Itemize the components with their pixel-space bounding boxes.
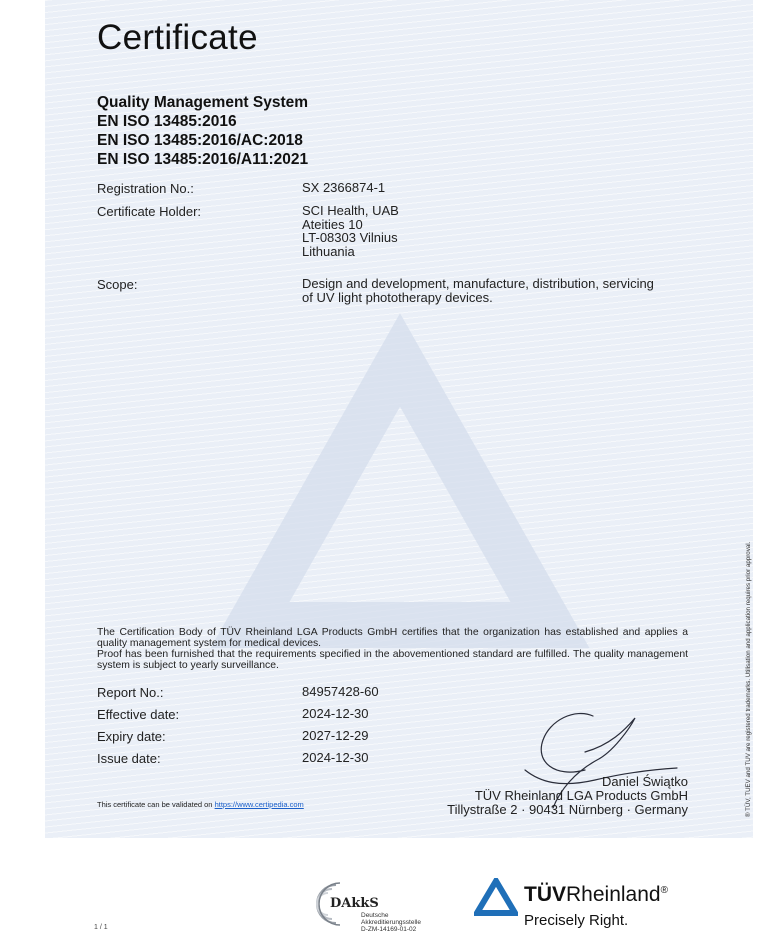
scope-line: of UV light phototherapy devices. (302, 289, 493, 305)
page-number: 1 / 1 (94, 924, 108, 931)
statement-paragraph: The Certification Body of TÜV Rheinland LGA Products GmbH certifies that the organization has established and applies a quality management system for medical devices. (97, 627, 688, 649)
statement-paragraph: Proof has been furnished that the requirements specified in the abovementioned standard are fulfilled. The quality management system is subject to yearly surveillance. (97, 649, 688, 671)
signer-name: Daniel Świątko (602, 774, 688, 789)
tuv-brand-bold: TÜV (524, 883, 566, 906)
report-value: 84957428-60 (302, 684, 379, 699)
effective-date-label: Effective date: (97, 707, 180, 722)
certificate-sheet (45, 0, 753, 838)
standard-line: EN ISO 13485:2016/A11:2021 (97, 151, 309, 168)
issue-date-value: 2024-12-30 (302, 750, 369, 765)
dakks-line: Akkreditierungsstelle (361, 918, 421, 926)
standard-line: EN ISO 13485:2016/AC:2018 (97, 132, 303, 149)
certification-statement (97, 627, 688, 671)
standards-list (97, 93, 308, 169)
dakks-name: DAkkS (330, 896, 379, 911)
scope-label: Scope: (97, 277, 138, 292)
expiry-date-label: Expiry date: (97, 729, 166, 744)
holder-line: Ateities 10 (302, 216, 363, 232)
standard-line: Quality Management System (97, 94, 309, 111)
holder-line: LT-08303 Vilnius (302, 230, 398, 245)
trademark-note (736, 497, 752, 817)
holder-line: SCI Health, UAB (302, 203, 399, 218)
tuv-registered-mark: ® (660, 885, 668, 896)
validation-text: This certificate can be validated on (97, 800, 215, 809)
holder-label: Certificate Holder: (97, 204, 202, 219)
issue-date-label: Issue date: (97, 751, 161, 766)
scope-value (302, 277, 654, 304)
report-label: Report No.: (97, 685, 164, 700)
validation-note (97, 800, 304, 809)
tuv-brand-rest: Rheinland (566, 883, 661, 906)
tuv-slogan: Precisely Right. (524, 912, 629, 929)
tuv-triangle-icon (474, 878, 518, 916)
signer-address: Tillystraße 2 · 90431 Nürnberg · Germany (447, 802, 688, 817)
signer-block (447, 775, 688, 817)
certipedia-link[interactable]: https://www.certipedia.com (214, 800, 304, 809)
expiry-date-value: 2027-12-29 (302, 728, 369, 743)
dakks-line: D-ZM-14169-01-02 (361, 925, 417, 933)
trademark-note-text: ® TÜV, TUEV and TUV are registered trademarks. Utilisation and application requires prior approval. (745, 541, 752, 817)
dakks-line: Deutsche (361, 912, 389, 919)
dakks-text (361, 913, 421, 933)
tuv-brand (524, 883, 668, 907)
registration-label: Registration No.: (97, 181, 194, 196)
scope-line: Design and development, manufacture, distribution, servicing (302, 276, 654, 291)
registration-value: SX 2366874-1 (302, 180, 386, 195)
effective-date-value: 2024-12-30 (302, 706, 369, 721)
signer-organization: TÜV Rheinland LGA Products GmbH (474, 788, 688, 803)
holder-line: Lithuania (302, 243, 355, 259)
holder-value (302, 204, 399, 258)
standard-line: EN ISO 13485:2016 (97, 113, 237, 130)
page-title: Certificate (97, 18, 258, 57)
